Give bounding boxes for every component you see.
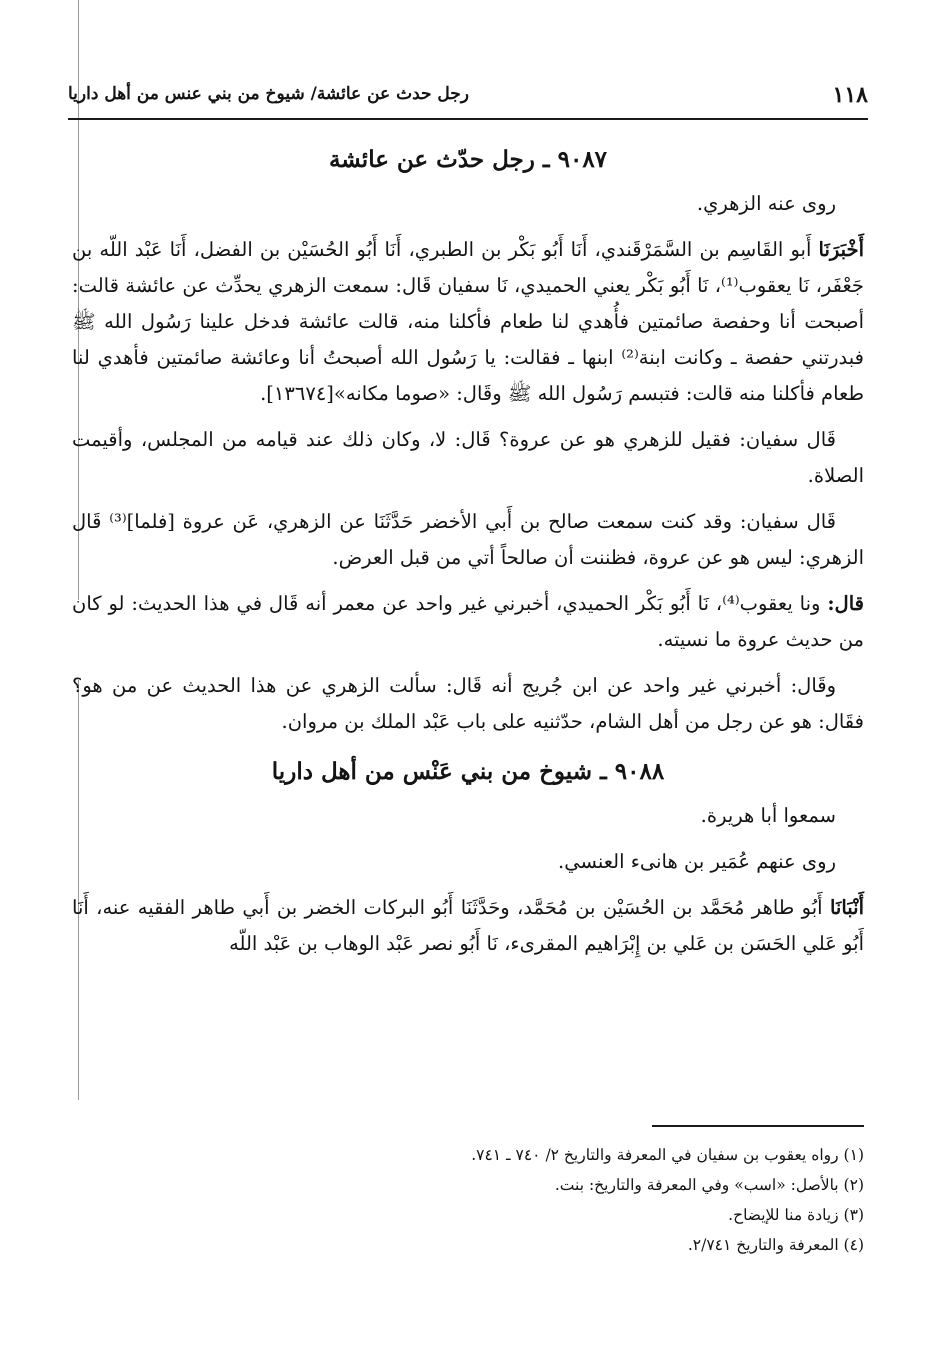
paragraph-text: أَبُو طاهر مُحَمَّد بن الحُسَيْن بن مُحَمَّد، وحَدَّثَنَا أَبُو البركات الخضر بن أَبي طاهر الفقيه عنه، أَنَا أَبُو عَلي الحَسَن بن عَلي بن إِبْرَاهيم المقرىء، نَا أَبُو نصر عَبْد الوهاب بن عَبْد اللّه [72,896,864,955]
footnote: (٣) زيادة منا للإيضاح. [728,1206,864,1224]
footnotes [244,1140,864,1260]
paragraph [72,890,864,962]
page-number: ١١٨ [832,82,868,108]
paragraph-lead: قال: [827,592,864,615]
header-rule [68,118,868,120]
paragraph: وقَال: أخبرني غير واحد عن ابن جُريج أنه قَال: سألت الزهري عن هذا الحديث عن من هو؟ فقَال: هو عن رجل من أهل الشام، حدّثنيه على باب عَبْد الملك بن مروان. [72,674,864,733]
footnote: (٤) المعرفة والتاريخ ٢/٧٤١. [687,1236,864,1254]
paragraph: روى عنهم عُمَير بن هانىء العنسي. [558,850,836,873]
paragraph-lead: أَخْبَرَنَا [818,238,864,261]
paragraph: روى عنه الزهري. [696,192,836,215]
page-body [72,140,864,972]
paragraph [72,586,864,658]
footnote: (١) رواه يعقوب بن سفيان في المعرفة والتاريخ ٢/ ٧٤٠ ـ ٧٤١. [471,1146,864,1164]
paragraph-text: ونا يعقوب⁽⁴⁾، نَا أَبُو بَكْر الحميدي، أخبرني غير واحد عن معمر أنه قَال في هذا الحديث: لو كان من حديث عروة ما نسيته. [72,592,864,651]
paragraph: قَال سفيان: وقد كنت سمعت صالح بن أَبي الأخضر حَدَّثَنَا عن الزهري، عَن عروة [فلما]⁽³⁾ قَال الزهري: ليس هو عن عروة، فظننت أن صالحاً أتي من قبل العرض. [72,510,864,569]
paragraph-text: أَبو القَاسِم بن السَّمَرْقَندي، أَنَا أَبُو بَكْر بن الطبري، أَنَا أَبُو الحُسَيْن بن الفضل، أَنَا عَبْد اللّه بن جَعْفَر، نَا يعقوب⁽¹⁾، نَا أَبُو بَكْر يعني الحميدي، نَا سفيان قَال: سمعت الزهري يحدِّث عن عائشة قالت: أصبحت أنا وحفصة صائمتين فأُهدي لنا طعام فأكلنا منه، قالت عائشة فدخل علينا رَسُول الله ﷺ فبدرتني حفصة ـ وكانت ابنة⁽²⁾ ابنها ـ فقالت: يا رَسُول الله أصبحتُ أنا وعائشة صائمتين فأهدي لنا طعام فأكلنا منه قالت: فتبسم رَسُول الله ﷺ وقَال: «صوما مكانه»[١٣٦٧٤]. [72,238,865,405]
entry-heading: ٩٠٨٨ ـ شيوخ من بني عَنْس من أهل داريا [271,758,665,785]
paragraph [72,232,864,412]
paragraph: قَال سفيان: فقيل للزهري هو عن عروة؟ قَال: لا، وكان ذلك عند قيامه من المجلس، وأقيمت الصلاة. [72,428,864,487]
paragraph-lead: أَنْبَانَا [829,896,864,919]
footnote: (٢) بالأصل: «اسب» وفي المعرفة والتاريخ: بنت. [554,1176,864,1194]
running-title: رجل حدث عن عائشة/ شيوخ من بني عنس من أهل داريا [68,84,470,104]
paragraph: سمعوا أبا هريرة. [700,804,836,827]
entry-heading: ٩٠٨٧ ـ رجل حدّث عن عائشة [328,146,608,173]
footnote-separator [652,1125,864,1127]
page-header [68,72,868,120]
